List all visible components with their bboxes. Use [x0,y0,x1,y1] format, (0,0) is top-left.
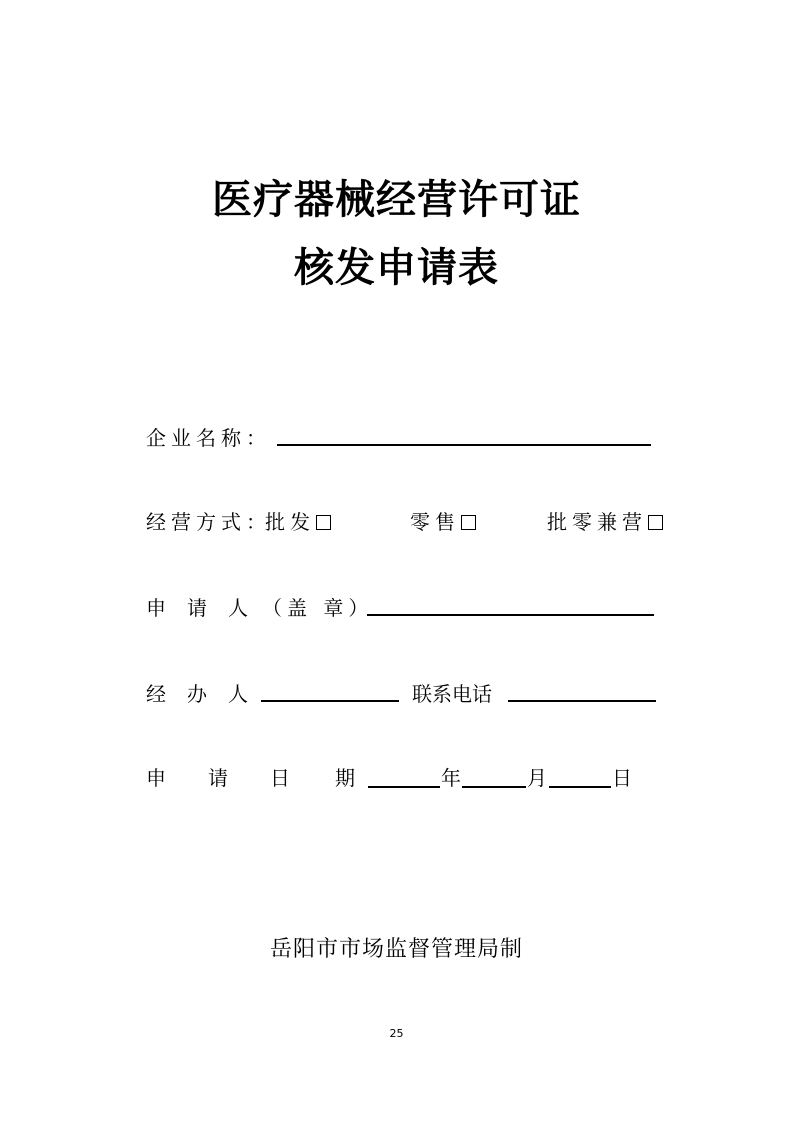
company-label: 企业名称： [146,426,271,450]
company-name-field[interactable] [277,444,651,446]
mode-option-label: 批零兼营 [547,510,647,534]
date-label-char-2: 请 [208,766,228,790]
mode-label: 经营方式： [146,510,271,534]
handler-label-char-1: 经 [146,682,166,706]
checkbox-retail[interactable] [461,515,476,530]
checkbox-wholesale[interactable] [316,515,331,530]
mode-option-wholesale[interactable] [265,510,331,534]
handler-label-char-2: 办 [187,682,207,706]
issuer-text: 岳阳市市场监督管理局制 [269,937,523,962]
year-label: 年 [441,766,461,790]
year-field[interactable] [368,786,440,788]
date-label-char-3: 日 [270,766,290,790]
mode-option-retail[interactable] [410,510,476,534]
month-label: 月 [527,766,547,790]
day-field[interactable] [549,786,611,788]
handler-field[interactable] [261,700,399,702]
month-field[interactable] [462,786,526,788]
date-label-char-4: 期 [335,766,355,790]
applicant-label-char-2: 请 [187,596,207,620]
handler-label-char-3: 人 [228,682,248,706]
page-number: 25 [389,1027,404,1040]
applicant-seal-note: （盖 章） [262,596,374,620]
applicant-field[interactable] [367,614,654,616]
mode-option-label: 零售 [410,510,460,534]
title-line-1: 医疗器械经营许可证 [212,177,581,223]
mode-option-label: 批发 [265,510,315,534]
applicant-label-char-3: 人 [228,596,248,620]
applicant-label-char-1: 申 [146,596,166,620]
phone-field[interactable] [508,700,656,702]
phone-label: 联系电话 [412,682,492,706]
mode-option-both[interactable] [547,510,663,534]
title-line-2: 核发申请表 [294,245,499,291]
day-label: 日 [612,766,632,790]
checkbox-both[interactable] [648,515,663,530]
date-label-char-1: 申 [146,766,166,790]
